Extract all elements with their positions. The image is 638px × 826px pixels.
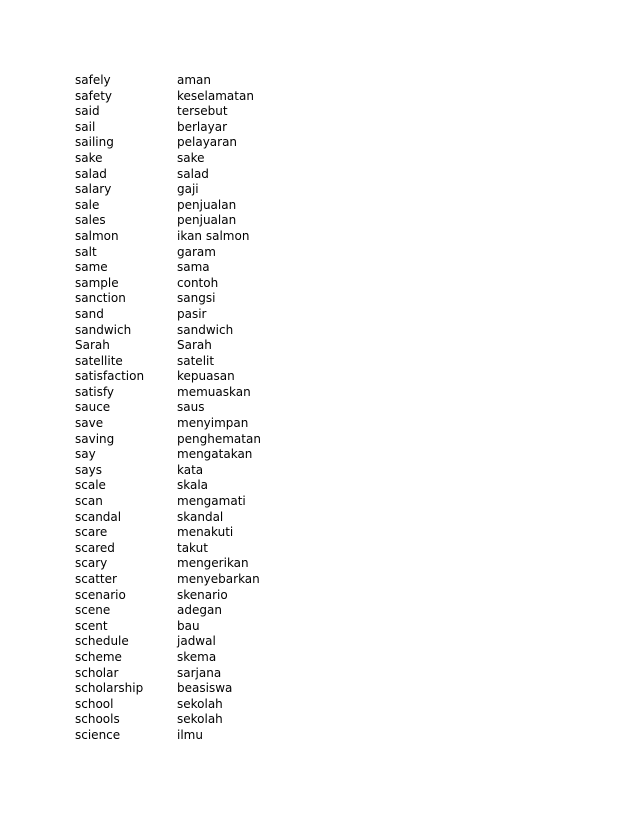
word-row — [75, 541, 335, 557]
indonesian-translation: kata — [177, 462, 204, 477]
english-word: scary — [75, 556, 108, 571]
indonesian-translation: pelayaran — [177, 135, 238, 150]
english-word: safely — [75, 73, 111, 87]
word-row — [75, 104, 335, 120]
english-word: safety — [75, 88, 113, 103]
indonesian-translation: kepuasan — [177, 369, 235, 384]
indonesian-translation: garam — [177, 244, 216, 259]
indonesian-translation: skala — [177, 478, 209, 493]
word-row — [75, 510, 335, 526]
indonesian-translation: penghematan — [177, 431, 261, 446]
word-row — [75, 338, 335, 354]
word-row — [75, 619, 335, 635]
word-row — [75, 89, 335, 105]
indonesian-translation: sangsi — [177, 291, 216, 306]
indonesian-translation: saus — [177, 400, 205, 415]
english-word: salad — [75, 166, 107, 181]
english-word: satellite — [75, 353, 123, 368]
word-row — [75, 307, 335, 323]
indonesian-translation: menyebarkan — [177, 572, 260, 586]
english-word: science — [75, 727, 121, 742]
word-row — [75, 712, 335, 728]
indonesian-translation: skandal — [177, 509, 224, 524]
english-word: saving — [75, 431, 115, 446]
indonesian-translation: mengamati — [177, 494, 246, 509]
indonesian-translation: penjualan — [177, 197, 237, 212]
word-row — [75, 323, 335, 339]
word-row — [75, 650, 335, 666]
word-list — [75, 73, 335, 744]
english-word: sailing — [75, 135, 114, 150]
word-row — [75, 666, 335, 682]
word-row — [75, 728, 335, 744]
english-word: scent — [75, 618, 108, 633]
indonesian-translation: mengerikan — [177, 556, 249, 571]
english-word: sale — [75, 197, 100, 212]
indonesian-translation: tersebut — [177, 104, 228, 119]
word-row — [75, 213, 335, 229]
english-word: said — [75, 104, 100, 119]
english-word: scare — [75, 525, 108, 540]
word-row — [75, 447, 335, 463]
indonesian-translation: salad — [177, 166, 209, 181]
english-word: salary — [75, 182, 112, 197]
indonesian-translation: keselamatan — [177, 88, 254, 103]
word-row — [75, 494, 335, 510]
indonesian-translation: sama — [177, 260, 210, 275]
english-word: scholar — [75, 665, 119, 680]
english-word: sandwich — [75, 322, 132, 337]
english-word: salt — [75, 244, 97, 259]
english-word: sauce — [75, 400, 111, 415]
indonesian-translation: takut — [177, 540, 208, 555]
english-word: same — [75, 260, 108, 275]
word-row — [75, 73, 335, 89]
english-word: salmon — [75, 228, 119, 243]
english-word: sand — [75, 306, 104, 321]
indonesian-translation: satelit — [177, 353, 215, 368]
indonesian-translation: sekolah — [177, 712, 223, 727]
word-row — [75, 369, 335, 385]
word-row — [75, 572, 335, 588]
indonesian-translation: menakuti — [177, 525, 234, 540]
english-word: scared — [75, 540, 115, 555]
word-row — [75, 681, 335, 697]
word-row — [75, 478, 335, 494]
indonesian-translation: ikan salmon — [177, 228, 250, 243]
english-word: sales — [75, 213, 106, 228]
word-row — [75, 463, 335, 479]
indonesian-translation: pasir — [177, 306, 207, 321]
indonesian-translation: adegan — [177, 603, 222, 618]
indonesian-translation: sake — [177, 150, 205, 165]
indonesian-translation: sekolah — [177, 696, 223, 711]
english-word: schools — [75, 712, 120, 727]
word-row — [75, 291, 335, 307]
word-row — [75, 260, 335, 276]
word-row — [75, 400, 335, 416]
english-word: sake — [75, 150, 103, 165]
english-word: satisfaction — [75, 369, 145, 384]
indonesian-translation: beasiswa — [177, 681, 233, 696]
english-word: scholarship — [75, 681, 144, 696]
word-row — [75, 167, 335, 183]
english-word: scenario — [75, 587, 126, 602]
word-row — [75, 432, 335, 448]
indonesian-translation: skenario — [177, 587, 228, 602]
indonesian-translation: skema — [177, 649, 217, 664]
word-row — [75, 634, 335, 650]
english-word: scale — [75, 478, 106, 493]
english-word: sail — [75, 119, 96, 134]
indonesian-translation: sarjana — [177, 665, 222, 680]
indonesian-translation: jadwal — [177, 634, 216, 649]
word-row — [75, 245, 335, 261]
word-row — [75, 603, 335, 619]
indonesian-translation: berlayar — [177, 119, 228, 134]
english-word: scheme — [75, 649, 122, 664]
word-row — [75, 385, 335, 401]
english-word: sanction — [75, 291, 126, 306]
word-row — [75, 182, 335, 198]
english-word: say — [75, 447, 96, 462]
english-word: schedule — [75, 634, 129, 649]
word-row — [75, 697, 335, 713]
word-row — [75, 354, 335, 370]
english-word: school — [75, 696, 114, 711]
english-word: satisfy — [75, 384, 115, 399]
english-word: sample — [75, 275, 119, 290]
english-word: says — [75, 462, 102, 477]
word-row — [75, 135, 335, 151]
indonesian-translation: Sarah — [177, 338, 212, 353]
word-row — [75, 416, 335, 432]
indonesian-translation: ilmu — [177, 727, 203, 742]
indonesian-translation: mengatakan — [177, 447, 253, 462]
english-word: Sarah — [75, 338, 110, 353]
word-row — [75, 120, 335, 136]
english-word: save — [75, 416, 104, 431]
indonesian-translation: menyimpan — [177, 416, 249, 431]
english-word: scatter — [75, 572, 117, 586]
word-row — [75, 151, 335, 167]
indonesian-translation: contoh — [177, 275, 219, 290]
word-row — [75, 556, 335, 572]
indonesian-translation: gaji — [177, 182, 199, 197]
indonesian-translation: aman — [177, 73, 212, 87]
word-row — [75, 588, 335, 604]
word-row — [75, 198, 335, 214]
word-row — [75, 229, 335, 245]
word-row — [75, 276, 335, 292]
english-word: scandal — [75, 509, 122, 524]
english-word: scan — [75, 494, 103, 509]
indonesian-translation: bau — [177, 618, 200, 633]
indonesian-translation: sandwich — [177, 322, 234, 337]
indonesian-translation: memuaskan — [177, 384, 251, 399]
english-word: scene — [75, 603, 111, 618]
indonesian-translation: penjualan — [177, 213, 237, 228]
word-row — [75, 525, 335, 541]
